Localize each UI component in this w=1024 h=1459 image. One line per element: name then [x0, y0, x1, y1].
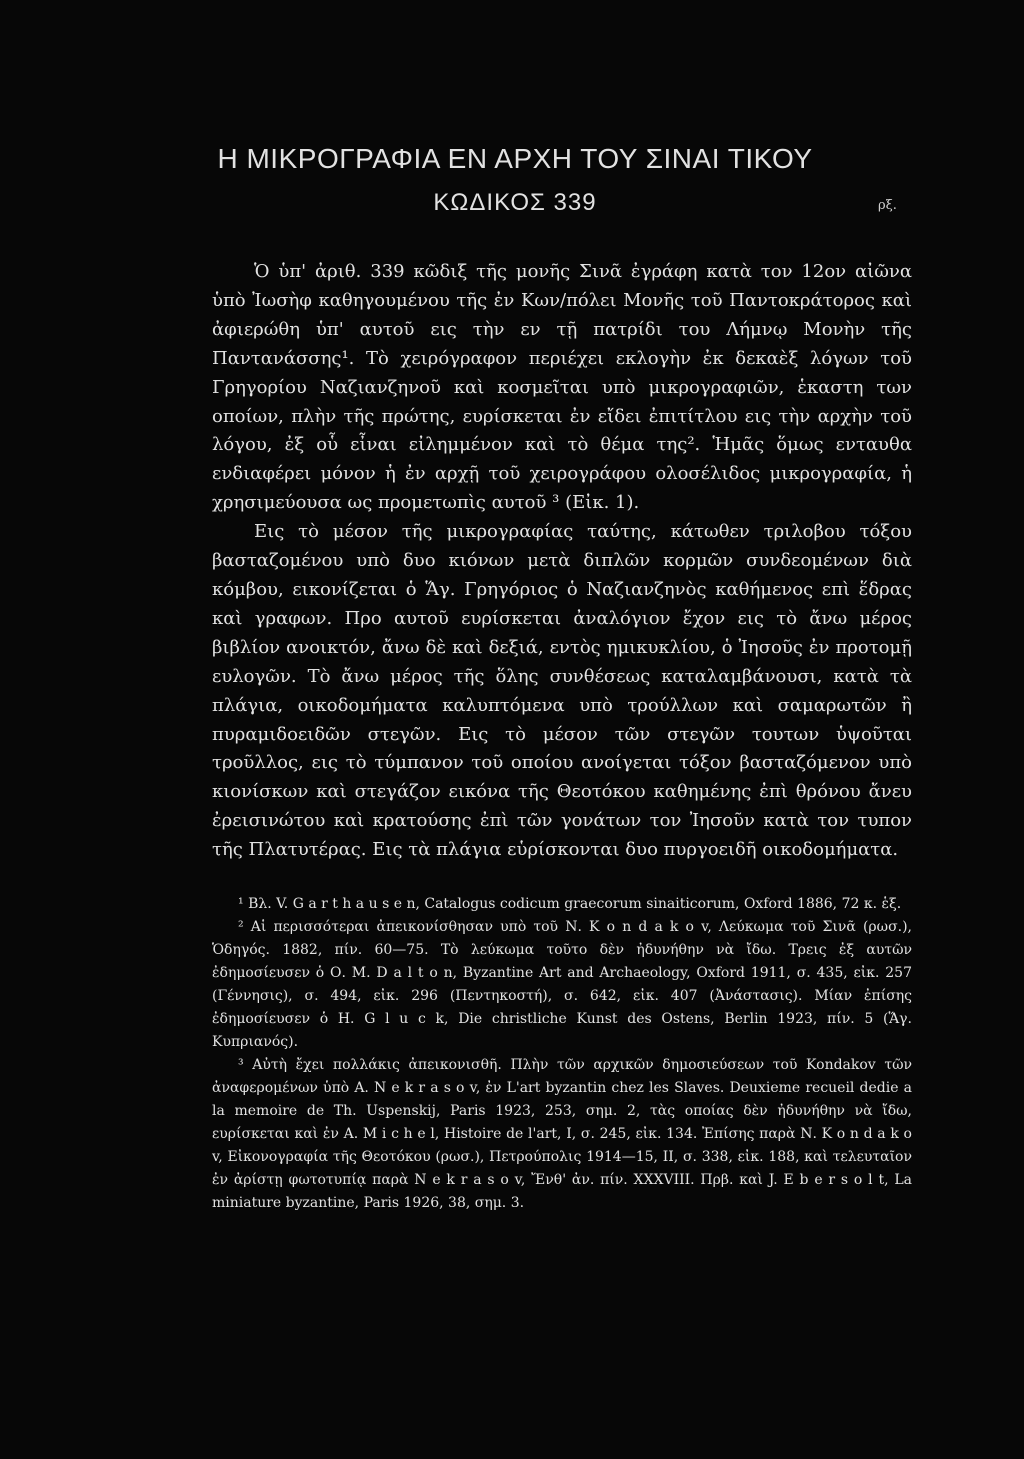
paragraph: Ὁ ὑπ' ἀριθ. 339 κῶδιξ τῆς μονῆς Σινᾶ ἐγράφη κατὰ τον 12ον αἰῶνα ὑπὸ Ἰωσὴφ καθηγουμένου τῆς ἐν Κων/πόλει Μονῆς τοῦ Παντοκράτορος καὶ ἀφιερώθη ὑπ' αυτοῦ εις τὴν εν τῇ πατρίδι του Λήμνῳ Μονὴν τῆς Παντανάσσης¹. Τὸ χειρόγραφον περιέχει εκλογὴν ἐκ δεκαὲξ λόγων τοῦ Γρηγορίου Ναζιανζηνοῦ καὶ κοσμεῖται υπὸ μικρογραφιῶν, ἑκαστη των οποίων, πλὴν τῆς πρώτης, ευρίσκεται ἐν εἴδει ἐπιτίτλου εις τὴν αρχὴν τοῦ λόγου, ἐξ οὗ εἶναι εἰλημμένον καὶ τὸ θέμα της². Ἡμᾶς ὅμως ενταυθα ενδιαφέρει μόνον ἡ ἐν αρχῇ τοῦ χειρογράφου ολοσέλιδος μικρογραφία, ἡ χρησιμεύουσα ως προμετωπὶς αυτοῦ ³ (Εἰκ. 1).	[212, 261, 912, 514]
paragraph: Εις τὸ μέσον τῆς μικρογραφίας ταύτης, κάτωθεν τριλοβου τόξου βασταζομένου υπὸ δυο κιόνων μετὰ διπλῶν κορμῶν συνδεομένων διὰ κόμβου, εικονίζεται ὁ Ἅγ. Γρηγόριος ὁ Ναζιανζηνὸς καθήμενος επὶ ἕδρας καὶ γραφων. Προ αυτοῦ ευρίσκεται ἀναλόγιον ἔχον εις τὸ ἄνω μέρος βιβλίον ανοικτόν, ἄνω δὲ καὶ δεξιά, εντὸς ημικυκλίου, ὁ Ἰησοῦς ἐν προτομῇ ευλογῶν. Τὸ ἄνω μέρος τῆς ὅλης συνθέσεως καταλαμβάνουσι, κατὰ τὰ πλάγια, οικοδομήματα καλυπτόμενα υπὸ τρούλλων καὶ σαμαρωτῶν ἢ πυραμιδοειδῶν στεγῶν. Εις τὸ μέσον τῶν στεγῶν τουτων ὑψοῦται τροῦλλος, εις τὸ τύμπανον τοῦ οποίου ανοίγεται τόξον βασταζόμενον υπὸ κιονίσκων καὶ στεγάζον εικόνα τῆς Θεοτόκου καθημένης ἐπὶ θρόνου ἄνευ ἐρεισινώτου καὶ κρατούσης ἐπὶ τῶν γονάτων τον Ἰησοῦν κατὰ τον τυπον τῆς Πλατυτέρας. Εις τὰ πλάγια εὑρίσκονται δυο πυργοειδῆ οικοδομήματα.	[212, 521, 912, 861]
footnotes	[212, 893, 912, 1215]
footnote: ³ Αὐτὴ ἔχει πολλάκις ἀπεικονισθῆ. Πλὴν τῶν αρχικῶν δημοσιεύσεων τοῦ Kondakov τῶν ἀναφερομένων ὑπὸ Α. N e k r a s o v, ἐν L'art byzantin chez les Slaves. Deuxieme recueil dedie a la memoire de Th. Uspenskij, Paris 1923, 253, σημ. 2, τὰς οποίας δὲν ἠδυνήθην νὰ ἴδω, ευρίσκεται καὶ ἐν Α. M i c h e l, Histoire de l'art, I, σ. 245, εἰκ. 134. Ἐπίσης παρὰ Ν. K o n d a k o v, Εἰκονογραφία τῆς Θεοτόκου (ρωσ.), Πετρούπολις 1914—15, II, σ. 338, εἰκ. 188, καὶ τελευταῖον ἐν ἀρίστῃ φωτοτυπίᾳ παρὰ N e k r a s o v, Ἔνθ' ἀν. πίν. XXXVIII. Πρβ. καὶ J. E b e r s o l t, La miniature byzantine, Paris 1926, 38, σημ. 3.	[212, 1057, 912, 1211]
page-subtitle: ΚΩΔΙΚΟΣ 339	[433, 189, 597, 216]
main-text	[212, 258, 912, 865]
footnote: ¹ Βλ. V. G a r t h a u s e n, Catalogus codicum graecorum sinaiticorum, Oxford 1886, 72 κ. ἑξ.	[238, 896, 902, 912]
page-mark: ρξ.	[878, 198, 897, 213]
page-title: Η ΜΙΚΡΟΓΡΑΦΙΑ ΕΝ ΑΡΧΗ ΤΟΥ ΣΙΝΑΙ ΤΙΚΟΥ	[217, 143, 813, 174]
footnote: ² Αἱ περισσότεραι ἀπεικονίσθησαν υπὸ τοῦ Ν. K o n d a k o v, Λεύκωμα τοῦ Σινᾶ (ρωσ.), Ὁδηγός. 1882, πίν. 60—75. Τὸ λεύκωμα τοῦτο δὲν ἠδυνήθην νὰ ἴδω. Τρεις ἐξ αυτῶν ἐδημοσίευσεν ὁ Ο. M. D a l t o n, Byzantine Art and Archaeology, Oxford 1911, σ. 435, εἰκ. 257 (Γέννησις), σ. 494, εἰκ. 296 (Πεντηκοστή), σ. 642, εἰκ. 407 (Ἀνάστασις). Μίαν ἐπίσης ἐδημοσίευσεν ὁ Η. G l u c k, Die christliche Kunst des Ostens, Berlin 1923, πίν. 5 (Ἅγ. Κυπριανός).	[212, 919, 912, 1050]
